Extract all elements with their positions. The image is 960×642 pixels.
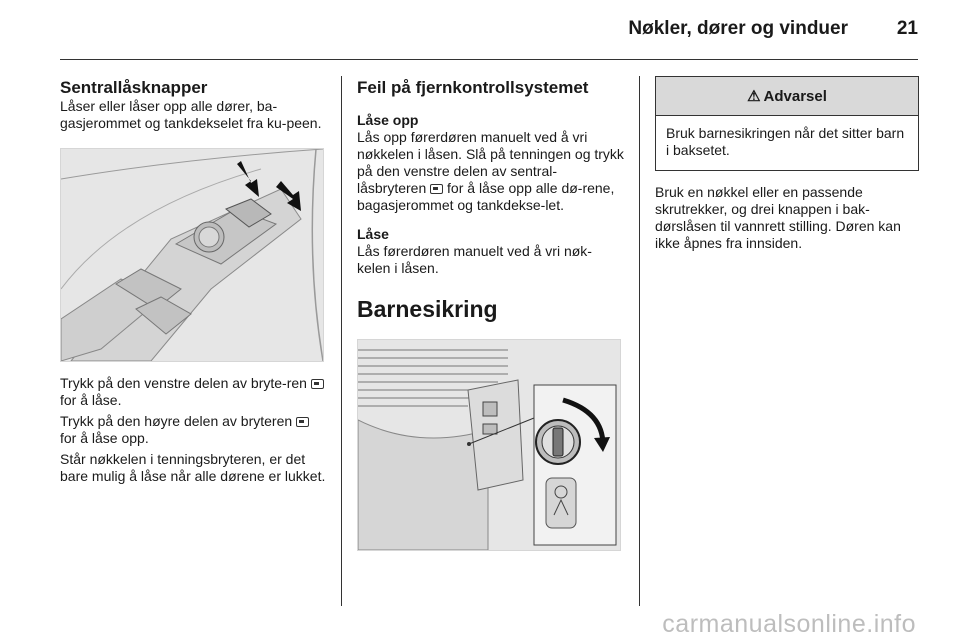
unlock-instruction-text: Trykk på den høyre delen av bryteren xyxy=(60,413,297,429)
lock-switch-icon xyxy=(311,379,324,389)
unlock-procedure-suffix: for å låse opp alle dø-rene, bagasjerommet og tankdekse-let. xyxy=(357,180,615,213)
child-lock-drawing xyxy=(358,340,620,550)
section-heading-remote-failure: Feil på fjernkontrollsystemet xyxy=(357,78,589,97)
warning-body xyxy=(656,116,918,170)
unlock-instruction-suffix: for å låse opp. xyxy=(60,430,149,446)
lock-instruction-suffix: for å låse. xyxy=(60,392,122,408)
chapter-title: Nøkler, dører og vinduer xyxy=(628,18,848,39)
door-switch-illustration xyxy=(60,148,324,362)
section-heading-central-lock: Sentrallåsknapper xyxy=(60,78,208,97)
child-lock-instructions: Bruk en nøkkel eller en passende skrutrekker, og drei knappen i bak-dørslåsen til vannrett stilling. Døren kan ikke åpnes fra innsiden. xyxy=(655,184,901,251)
warning-header xyxy=(656,77,918,116)
column-central-lock xyxy=(60,78,328,485)
lock-subheading: Låse xyxy=(357,226,389,242)
column-remote-failure xyxy=(357,78,625,551)
lock-instruction xyxy=(60,375,328,409)
child-lock-illustration xyxy=(357,339,621,551)
unlock-instruction xyxy=(60,413,328,447)
central-lock-intro: Låser eller låser opp alle dører, ba-gasjerommet og tankdekselet fra ku-peen. xyxy=(60,98,322,131)
column-divider-2 xyxy=(639,76,640,606)
unlock-procedure xyxy=(357,129,625,214)
page-number: 21 xyxy=(896,18,918,39)
lock-switch-icon xyxy=(430,184,443,194)
lock-switch-icon xyxy=(296,417,309,427)
unlock-subheading: Låse opp xyxy=(357,112,419,128)
door-switch-drawing xyxy=(61,149,323,361)
warning-triangle-icon: ⚠ xyxy=(747,88,761,105)
header-divider xyxy=(60,59,918,60)
column-warning xyxy=(655,76,919,252)
ignition-note: Står nøkkelen i tenningsbryteren, er det bare mulig å låse når alle dørene er lukket. xyxy=(60,451,326,484)
warning-box xyxy=(655,76,919,171)
lock-instruction-text: Trykk på den venstre delen av bryte-ren xyxy=(60,375,311,391)
unlock-procedure-text: Lås opp førerdøren manuelt ved å vri nøkkelen i låsen. Slå på tenningen og trykk på den venstre delen av sentral-låsbryteren xyxy=(357,129,624,196)
lock-procedure: Lås førerdøren manuelt ved å vri nøk-kelen i låsen. xyxy=(357,243,592,276)
watermark: carmanualsonline.info xyxy=(662,610,916,638)
warning-title: Advarsel xyxy=(763,87,827,105)
section-heading-child-lock: Barnesikring xyxy=(357,296,498,322)
warning-text: Bruk barnesikringen når det sitter barn i baksetet. xyxy=(666,125,905,158)
column-divider-1 xyxy=(341,76,342,606)
